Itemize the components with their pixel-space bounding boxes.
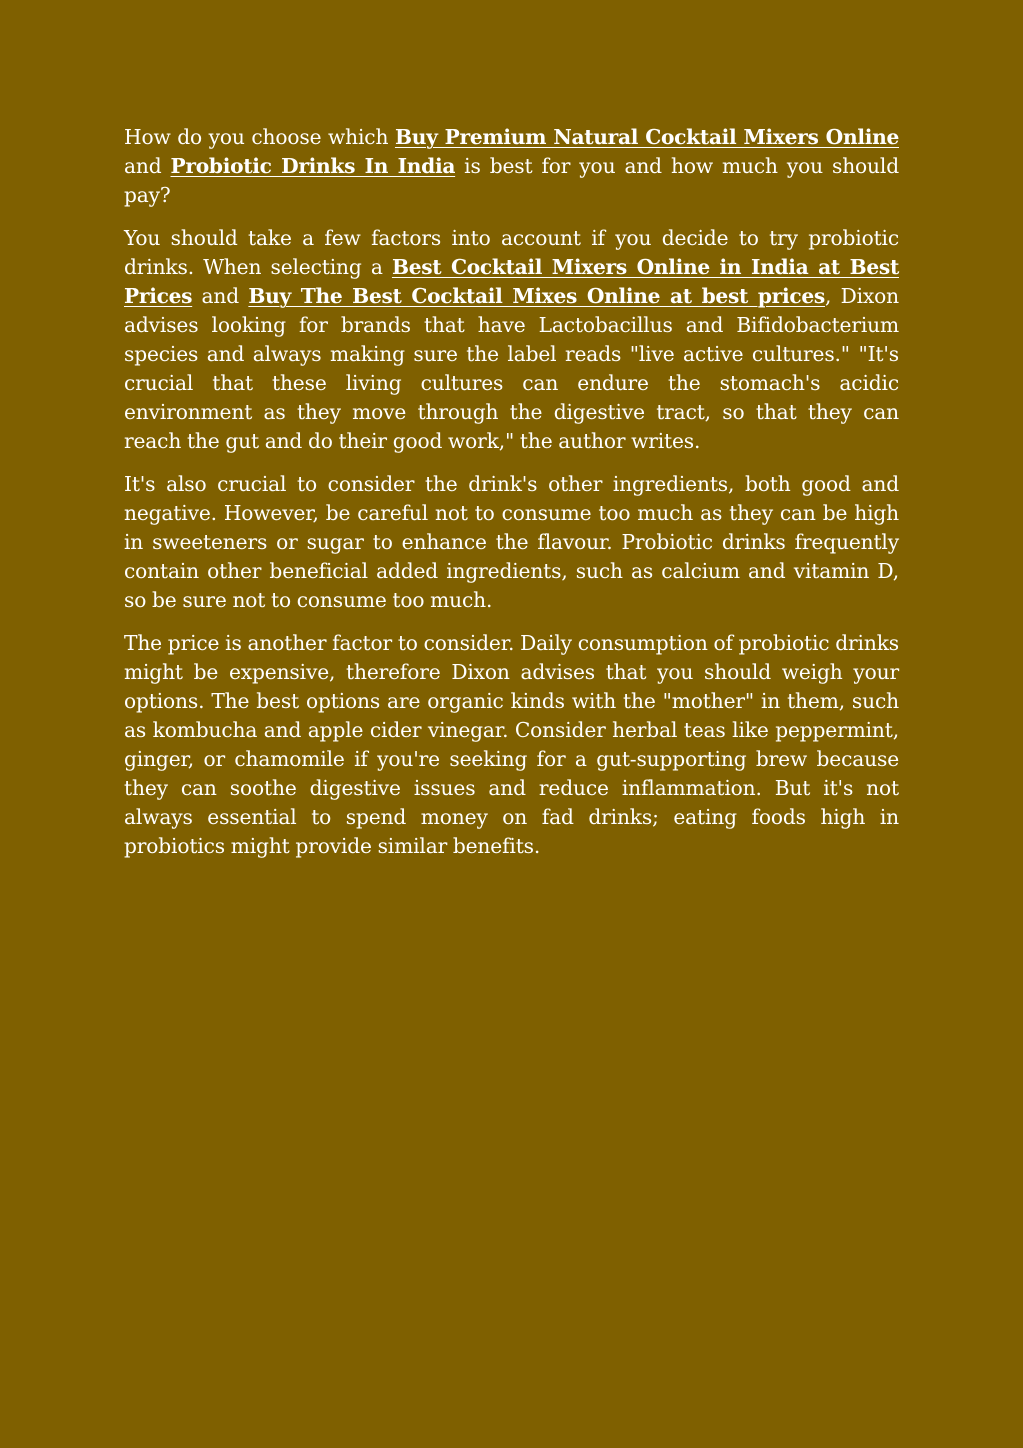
link-best-cocktail-mixers-online-india[interactable]: Best Cocktail Mixers Online in India at Best Prices [124, 255, 899, 308]
paragraph-text: You should take a few factors into account if you decide to try probiotic drinks. When selecting a [124, 226, 899, 279]
link-buy-best-cocktail-mixes-online[interactable]: Buy The Best Cocktail Mixes Online at best prices [248, 284, 825, 308]
article-body [124, 123, 899, 875]
paragraph-price [124, 629, 899, 861]
paragraph-text: It's also crucial to consider the drink's other ingredients, both good and negative. However, be careful not to consume too much as they can be high in sweeteners or sugar to enhance the flavour. Probiotic drinks frequently contain other beneficial added ingredients, such as calcium and vitamin D, so be sure not to consume too much. [124, 472, 899, 612]
paragraph-factors [124, 224, 899, 456]
link-probiotic-drinks-in-india[interactable]: Probiotic Drinks In India [170, 154, 456, 178]
paragraph-intro [124, 123, 899, 210]
paragraph-text: is best for you and how much you should pay? [124, 154, 899, 207]
link-buy-premium-natural-cocktail-mixers-online[interactable]: Buy Premium Natural Cocktail Mixers Online [394, 125, 899, 149]
paragraph-text: The price is another factor to consider. Daily consumption of probiotic drinks might be expensive, therefore Dixon advises that you should weigh your options. The best options are organic kinds with the "mother" in them, such as kombucha and apple cider vinegar. Consider herbal teas like peppermint, ginger, or chamomile if you're seeking for a gut-supporting brew because they can soothe digestive issues and reduce inflammation. But it's not always essential to spend money on fad drinks; eating foods high in probiotics might provide similar benefits. [124, 631, 899, 858]
paragraph-ingredients [124, 470, 899, 615]
paragraph-text: , Dixon advises looking for brands that have Lactobacillus and Bifidobacterium species and always making sure the label reads "live active cultures." "It's crucial that these living cultures can endure the stomach's acidic environment as they move through the digestive tract, so that they can reach the gut and do their good work," the author writes. [124, 284, 900, 453]
paragraph-text: How do you choose which [124, 125, 395, 149]
paragraph-text: and [124, 154, 171, 178]
paragraph-text: and [192, 284, 249, 308]
